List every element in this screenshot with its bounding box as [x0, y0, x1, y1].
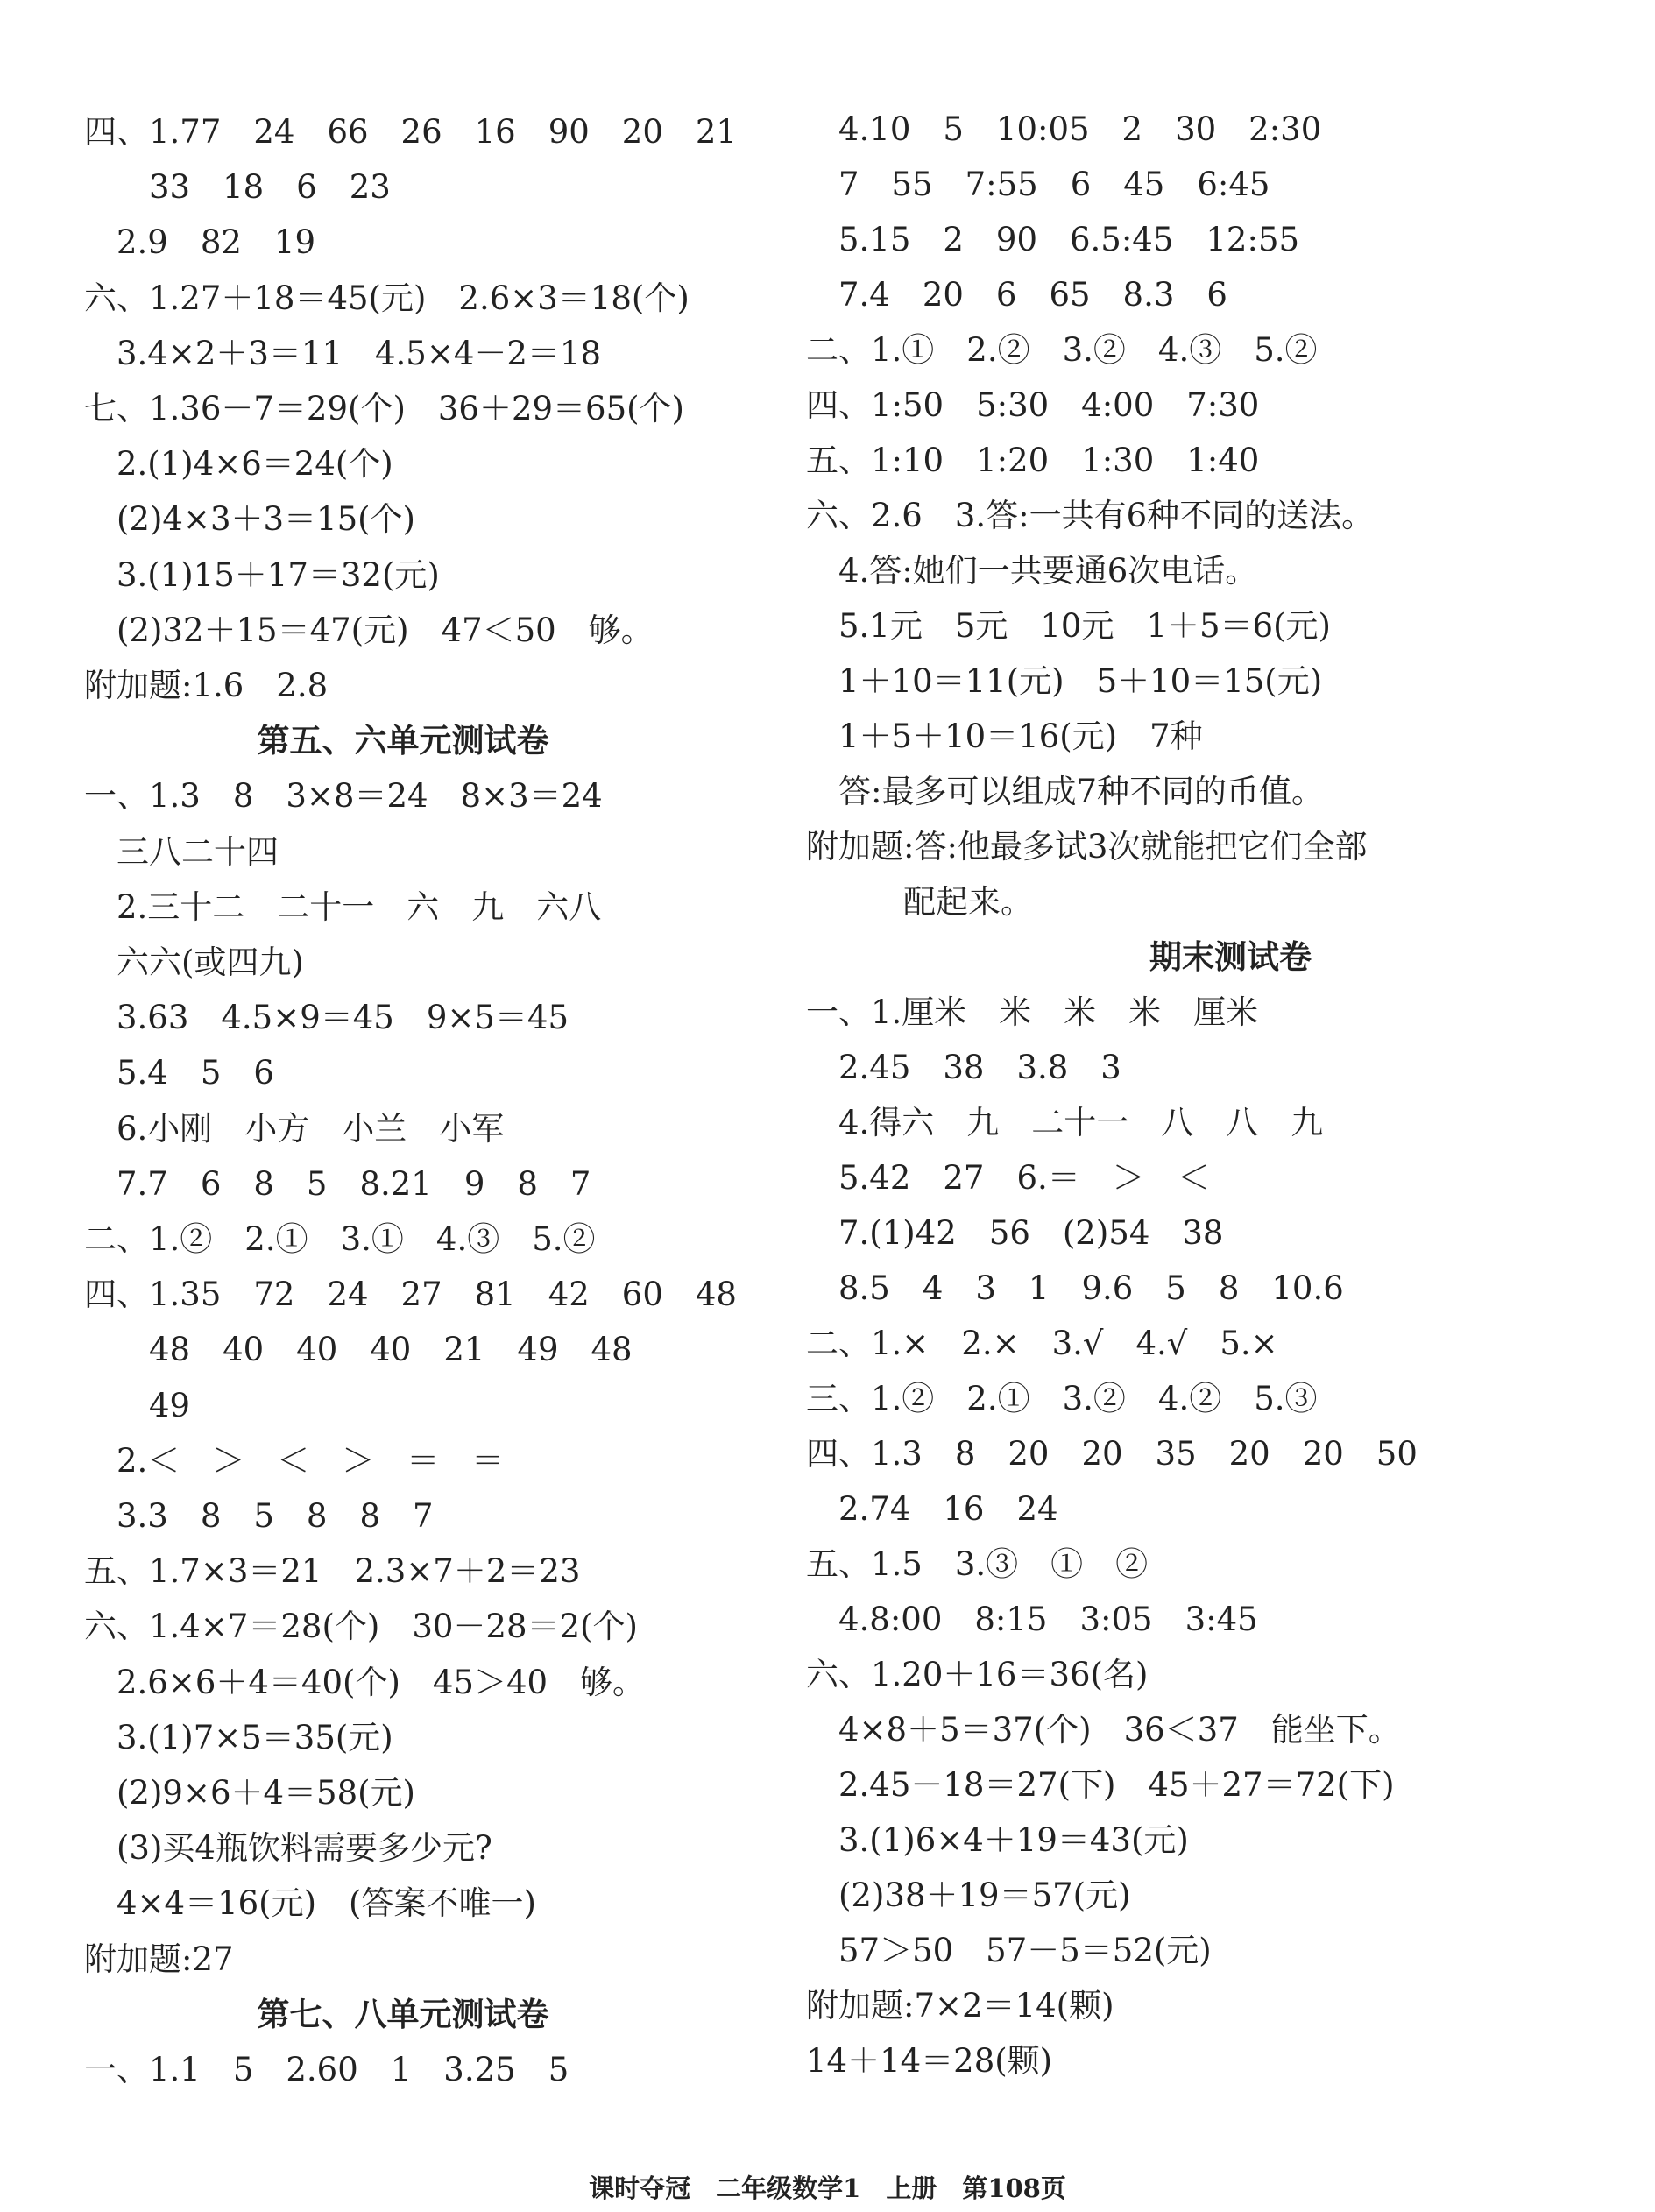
answer-line: 49 [84, 1386, 191, 1424]
answer-line: (2)9×6＋4＝58(元) [84, 1774, 415, 1812]
answer-line: (2)4×3＋3＝15(个) [84, 500, 415, 539]
answer-line: 4.得六 九 二十一 八 八 九 [806, 1104, 1324, 1141]
answer-line: 一、1.1 5 2.60 1 3.25 5 [84, 2051, 569, 2088]
answer-line: 2.45－18＝27(下) 45＋27＝72(下) [806, 1766, 1395, 1804]
answer-line: 四、1.3 8 20 20 35 20 20 50 [806, 1435, 1418, 1473]
answer-line: 3.(1)7×5＝35(元) [84, 1718, 393, 1756]
answer-line: 四、1.77 24 66 26 16 90 20 21 [84, 113, 737, 151]
page-footer: 课时夺冠 二年级数学1 上册 第108页 [589, 2173, 1066, 2203]
answer-line: 六、1.4×7＝28(个) 30－28＝2(个) [84, 1608, 638, 1646]
answer-line: 三八二十四 [84, 832, 279, 871]
answer-line: 5.15 2 90 6.5:45 12:55 [806, 221, 1300, 258]
answer-line: 五、1:10 1:20 1:30 1:40 [806, 442, 1260, 479]
answer-line: (2)32＋15＝47(元) 47＜50 够。 [84, 611, 654, 649]
answer-line: 附加题:1.6 2.8 [84, 667, 329, 704]
answer-line: 附加题:答:他最多试3次就能把它们全部 [806, 828, 1368, 866]
answer-line: (3)买4瓶饮料需要多少元? [84, 1829, 492, 1868]
answer-line: 2.9 82 19 [84, 223, 316, 262]
answer-line: 7.(1)42 56 (2)54 38 [806, 1214, 1224, 1252]
answer-line: 一、1.厘米 米 米 米 厘米 [806, 993, 1259, 1031]
answer-line: 8.5 4 3 1 9.6 5 8 10.6 [806, 1269, 1344, 1307]
answer-line: 2.6×6＋4＝40(个) 45＞40 够。 [84, 1663, 646, 1701]
answer-line: 1＋5＋10＝16(元) 7种 [806, 717, 1203, 755]
answer-line: 六、1.20＋16＝36(名) [806, 1656, 1149, 1693]
answer-line: 48 40 40 40 21 49 48 [84, 1331, 633, 1369]
answer-line: 4×8＋5＝37(个) 36＜37 能坐下。 [806, 1711, 1401, 1749]
answer-line: 3.4×2＋3＝11 4.5×4－2＝18 [84, 334, 602, 372]
answer-line: 7.4 20 6 65 8.3 6 [806, 276, 1227, 314]
answer-line: 2.(1)4×6＝24(个) [84, 445, 393, 484]
answer-line: 六、2.6 3.答:一共有6种不同的送法。 [806, 497, 1375, 534]
answer-line: 五、1.7×3＝21 2.3×7＋2＝23 [84, 1552, 581, 1591]
answer-line: 六、1.27＋18＝45(元) 2.6×3＝18(个) [84, 279, 690, 317]
answer-line: 二、1.① 2.② 3.② 4.③ 5.② [806, 331, 1318, 369]
answer-line: 一、1.3 8 3×8＝24 8×3＝24 [84, 777, 603, 816]
section-title: 期末测试卷 [1149, 938, 1312, 976]
answer-line: 4×4＝16(元) (答案不唯一) [84, 1884, 536, 1923]
answer-line: 57＞50 57－5＝52(元) [806, 1932, 1212, 1969]
answer-line: 四、1:50 5:30 4:00 7:30 [806, 386, 1260, 424]
answer-line: 6.小刚 小方 小兰 小军 [84, 1109, 505, 1148]
answer-line: 3.(1)6×4＋19＝43(元) [806, 1821, 1189, 1859]
answer-line: 四、1.35 72 24 27 81 42 60 48 [84, 1276, 737, 1314]
answer-line: 4.8:00 8:15 3:05 3:45 [806, 1601, 1258, 1638]
section-title: 第五、六单元测试卷 [257, 722, 549, 760]
answer-line: 五、1.5 3.③ ① ② [806, 1545, 1149, 1583]
answer-line: 二、1.② 2.① 3.① 4.③ 5.② [84, 1220, 596, 1258]
answer-line: 附加题:27 [84, 1940, 234, 1978]
answer-line: 33 18 6 23 [84, 168, 391, 207]
answer-line: 4.答:她们一共要通6次电话。 [806, 552, 1258, 590]
answer-line: 7.7 6 8 5 8.21 9 8 7 [84, 1164, 591, 1203]
section-title: 第七、八单元测试卷 [257, 1995, 549, 2033]
answer-line: 5.42 27 6.＝ ＞ ＜ [806, 1159, 1210, 1197]
answer-line: 5.1元 5元 10元 1＋5＝6(元) [806, 607, 1331, 645]
answer-line: 3.63 4.5×9＝45 9×5＝45 [84, 999, 569, 1037]
answer-line: 2.＜ ＞ ＜ ＞ ＝ ＝ [84, 1441, 505, 1480]
answer-line: 3.3 8 5 8 8 7 [84, 1497, 434, 1535]
answer-line: 5.4 5 6 [84, 1054, 274, 1092]
answer-line: 1＋10＝11(元) 5＋10＝15(元) [806, 662, 1323, 700]
answer-line: 2.三十二 二十一 六 九 六八 [84, 887, 602, 926]
answer-line: 3.(1)15＋17＝32(元) [84, 555, 440, 594]
answer-line: 14＋14＝28(颗) [806, 2042, 1053, 2080]
answer-line: 附加题:7×2＝14(颗) [806, 1987, 1114, 2025]
answer-line: 4.10 5 10:05 2 30 2:30 [806, 110, 1322, 148]
answer-line: 7 55 7:55 6 45 6:45 [806, 166, 1270, 203]
answer-line: 2.74 16 24 [806, 1490, 1058, 1528]
answer-line: 配起来。 [806, 883, 1033, 921]
answer-line: 六六(或四九) [84, 943, 304, 981]
answer-line: (2)38＋19＝57(元) [806, 1876, 1131, 1914]
answer-line: 2.45 38 3.8 3 [806, 1049, 1121, 1086]
answer-line: 七、1.36－7＝29(个) 36＋29＝65(个) [84, 390, 684, 428]
answer-line: 二、1.× 2.× 3.√ 4.√ 5.× [806, 1325, 1278, 1362]
answer-line: 三、1.② 2.① 3.② 4.② 5.③ [806, 1380, 1318, 1417]
answer-line: 答:最多可以组成7种不同的币值。 [806, 773, 1325, 810]
